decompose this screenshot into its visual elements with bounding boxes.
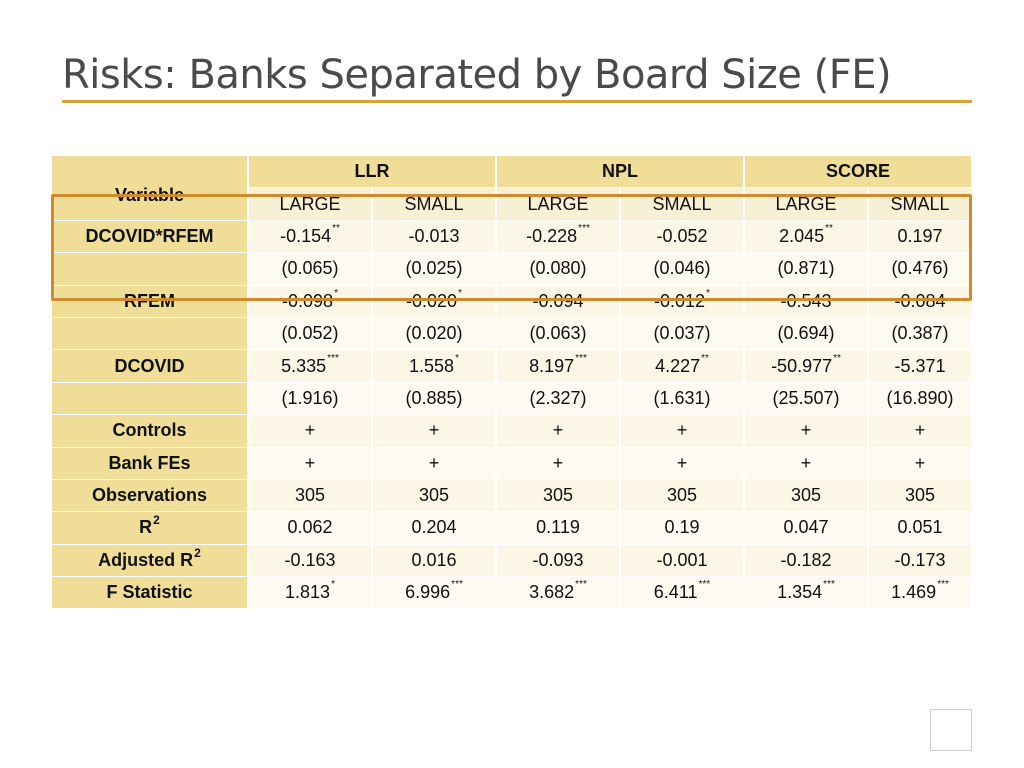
table-row [52,350,972,382]
table-cell [496,415,620,447]
significance-stars: *** [575,579,587,591]
cell-value: 0.119 [536,517,580,538]
table-cell [868,253,972,285]
table-cell [620,447,744,479]
table-cell [496,317,620,349]
significance-stars: ** [701,352,709,364]
table-cell [868,512,972,544]
cell-value: + [304,452,316,473]
significance-stars: *** [327,352,339,364]
cell-value: 5.335 [281,355,327,376]
row-label [52,350,248,382]
slide-title: Risks: Banks Separated by Board Size (FE) [62,52,892,98]
table-cell [372,350,496,382]
table-cell [744,447,868,479]
row-label [52,317,248,349]
cell-value: 305 [666,485,698,506]
row-label-text: F Statistic [106,582,193,603]
cell-value: + [914,452,926,473]
cell-value: -0.001 [656,549,708,570]
table-row [52,253,972,285]
table-cell [248,285,372,317]
cell-value: 6.996 [405,582,451,603]
cell-value: (0.694) [777,323,835,344]
table-cell [496,220,620,252]
table-cell [868,415,972,447]
cell-value: -0.093 [532,549,584,570]
cell-value: (1.631) [653,387,711,408]
table-cell [744,479,868,511]
table-cell [744,382,868,414]
table-cell [620,253,744,285]
cell-value: + [800,452,812,473]
table-row [52,382,972,414]
row-label [52,544,248,576]
table-cell [620,415,744,447]
table-cell [620,479,744,511]
cell-value: -0.154 [280,225,332,246]
table-cell [868,544,972,576]
cell-value: + [304,420,316,441]
cell-value: -0.052 [656,225,708,246]
table-cell [496,382,620,414]
significance-stars: ** [833,352,841,364]
cell-value: (0.020) [405,323,463,344]
cell-value: (16.890) [886,387,954,408]
cell-value: -0.098 [282,290,334,311]
cell-value: -0.228 [526,225,578,246]
cell-value: -0.543 [780,290,832,311]
row-label [52,253,248,285]
significance-stars: *** [451,579,463,591]
subheader-cell: LARGE [744,188,868,220]
cell-value: 3.682 [529,582,575,603]
table-cell [248,415,372,447]
table-cell [372,382,496,414]
table-cell [496,285,620,317]
table-cell [496,350,620,382]
table-cell [248,220,372,252]
table-cell [248,512,372,544]
table-cell [248,253,372,285]
cell-value: (0.885) [405,387,463,408]
table-cell [248,447,372,479]
table-cell [496,577,620,609]
row-label [52,447,248,479]
significance-stars: *** [937,579,949,591]
significance-stars: *** [575,352,587,364]
table-cell [744,253,868,285]
cell-value: (0.387) [891,323,949,344]
title-underline [62,100,972,103]
row-label [52,220,248,252]
table-cell [372,285,496,317]
row-label [52,479,248,511]
cell-value: + [800,420,812,441]
cell-value: (0.476) [891,258,949,279]
table-cell [868,577,972,609]
subheader-cell: LARGE [496,188,620,220]
table-cell [744,544,868,576]
cell-value: 8.197 [529,355,575,376]
table-cell [496,512,620,544]
table-cell [868,285,972,317]
cell-value: + [552,420,564,441]
cell-value: + [552,452,564,473]
cell-value: + [676,420,688,441]
subheader-cell: LARGE [248,188,372,220]
cell-value: (0.037) [653,323,711,344]
table-cell [496,447,620,479]
row-label-superscript: 2 [194,545,201,560]
table-cell [744,350,868,382]
table-cell [496,479,620,511]
cell-value: 0.051 [897,517,943,538]
table-cell [744,512,868,544]
table-cell [868,479,972,511]
table-cell [620,512,744,544]
variable-header [52,156,248,220]
subheader-cell: SMALL [372,188,496,220]
cell-value: 305 [542,485,574,506]
table-cell [620,382,744,414]
cell-value: 2.045 [779,225,825,246]
table-cell [868,382,972,414]
table-row [52,544,972,576]
table-cell [372,317,496,349]
cell-value: -0.012 [654,290,706,311]
cell-value: (0.052) [281,323,339,344]
table-cell [372,544,496,576]
cell-value: -0.020 [406,290,458,311]
significance-stars: ** [332,222,340,234]
table-cell [620,285,744,317]
cell-value: (0.025) [405,258,463,279]
cell-value: + [914,420,926,441]
row-label-text: DCOVID [114,355,185,376]
significance-stars: * [331,579,335,591]
row-label [52,415,248,447]
row-label [52,285,248,317]
table-cell [496,253,620,285]
cell-value: -0.173 [894,549,946,570]
cell-value: 1.813 [285,582,331,603]
cell-value: 305 [904,485,936,506]
significance-stars: *** [578,222,590,234]
cell-value: 4.227 [655,355,701,376]
cell-value: -5.371 [894,355,946,376]
row-label [52,577,248,609]
cell-value: + [428,420,440,441]
table-cell [868,447,972,479]
table-row [52,512,972,544]
cell-value: + [428,452,440,473]
table-cell [248,544,372,576]
cell-value: 0.062 [287,517,333,538]
regression-table [52,156,973,609]
table-row [52,577,972,609]
cell-value: -50.977 [771,355,833,376]
row-label [52,382,248,414]
cell-value: 305 [790,485,822,506]
cell-value: (0.046) [653,258,711,279]
cell-value: (0.080) [529,258,587,279]
slide-thumbnail-icon[interactable] [930,709,972,751]
table-cell [620,220,744,252]
row-label-text: RFEM [124,290,175,311]
table-cell [744,317,868,349]
cell-value: -0.182 [780,549,832,570]
group-header-llr: LLR [248,156,496,188]
cell-value: (25.507) [772,387,840,408]
table-cell [248,350,372,382]
table-cell [620,350,744,382]
table-cell [868,350,972,382]
cell-value: 1.354 [777,582,823,603]
significance-stars: ** [825,222,833,234]
group-header-score: SCORE [744,156,972,188]
cell-value: 0.197 [897,225,943,246]
significance-stars: * [458,287,462,299]
cell-value: 0.19 [664,517,700,538]
row-label [52,512,248,544]
cell-value: 6.411 [653,582,698,603]
table-row [52,415,972,447]
cell-value: 0.204 [411,517,457,538]
table-cell [372,577,496,609]
cell-value: + [676,452,688,473]
table-row [52,447,972,479]
row-label-text: Bank FEs [108,452,191,473]
table-cell [372,512,496,544]
cell-value: 0.047 [783,517,829,538]
table-row [52,479,972,511]
cell-value: (1.916) [281,387,339,408]
cell-value: (2.327) [529,387,587,408]
cell-value: (0.065) [281,258,339,279]
row-label-text: DCOVID*RFEM [85,225,214,246]
cell-value: -0.013 [408,225,460,246]
cell-value: (0.871) [777,258,835,279]
table-row [52,285,972,317]
table-cell [248,382,372,414]
table-cell [372,415,496,447]
significance-stars: * [455,352,459,364]
row-label-superscript: 2 [153,513,160,528]
significance-stars: *** [823,579,835,591]
cell-value: -0.163 [284,549,336,570]
table-cell [372,479,496,511]
subheader-cell: SMALL [868,188,972,220]
table-cell [744,415,868,447]
table-cell [248,577,372,609]
cell-value: 305 [418,485,450,506]
table-cell [372,253,496,285]
significance-stars: *** [698,579,711,591]
table-cell [248,479,372,511]
significance-stars: * [334,287,338,299]
table-cell [868,220,972,252]
group-header-row [52,156,972,188]
row-label-text: Controls [112,420,187,441]
group-header-npl: NPL [496,156,744,188]
table-cell [372,447,496,479]
table-cell [372,220,496,252]
cell-value: 305 [294,485,326,506]
table-cell [248,317,372,349]
cell-value: 1.558 [409,355,455,376]
table-cell [744,220,868,252]
cell-value: 1.469 [891,582,937,603]
cell-value: -0.094 [532,290,584,311]
variable-header-label: Variable [114,185,185,206]
table-row [52,317,972,349]
row-label-text: Adjusted R [98,549,194,570]
table-cell [620,317,744,349]
cell-value: -0.084 [894,290,946,311]
table-cell [744,577,868,609]
table-cell [868,317,972,349]
table-cell [620,577,744,609]
table-cell [620,544,744,576]
table-row [52,220,972,252]
cell-value: 0.016 [411,549,457,570]
subheader-cell: SMALL [620,188,744,220]
cell-value: (0.063) [529,323,587,344]
row-label-text: Observations [91,485,208,506]
table-cell [744,285,868,317]
table-cell [496,544,620,576]
row-label-text: R [139,517,153,538]
significance-stars: * [706,287,710,299]
